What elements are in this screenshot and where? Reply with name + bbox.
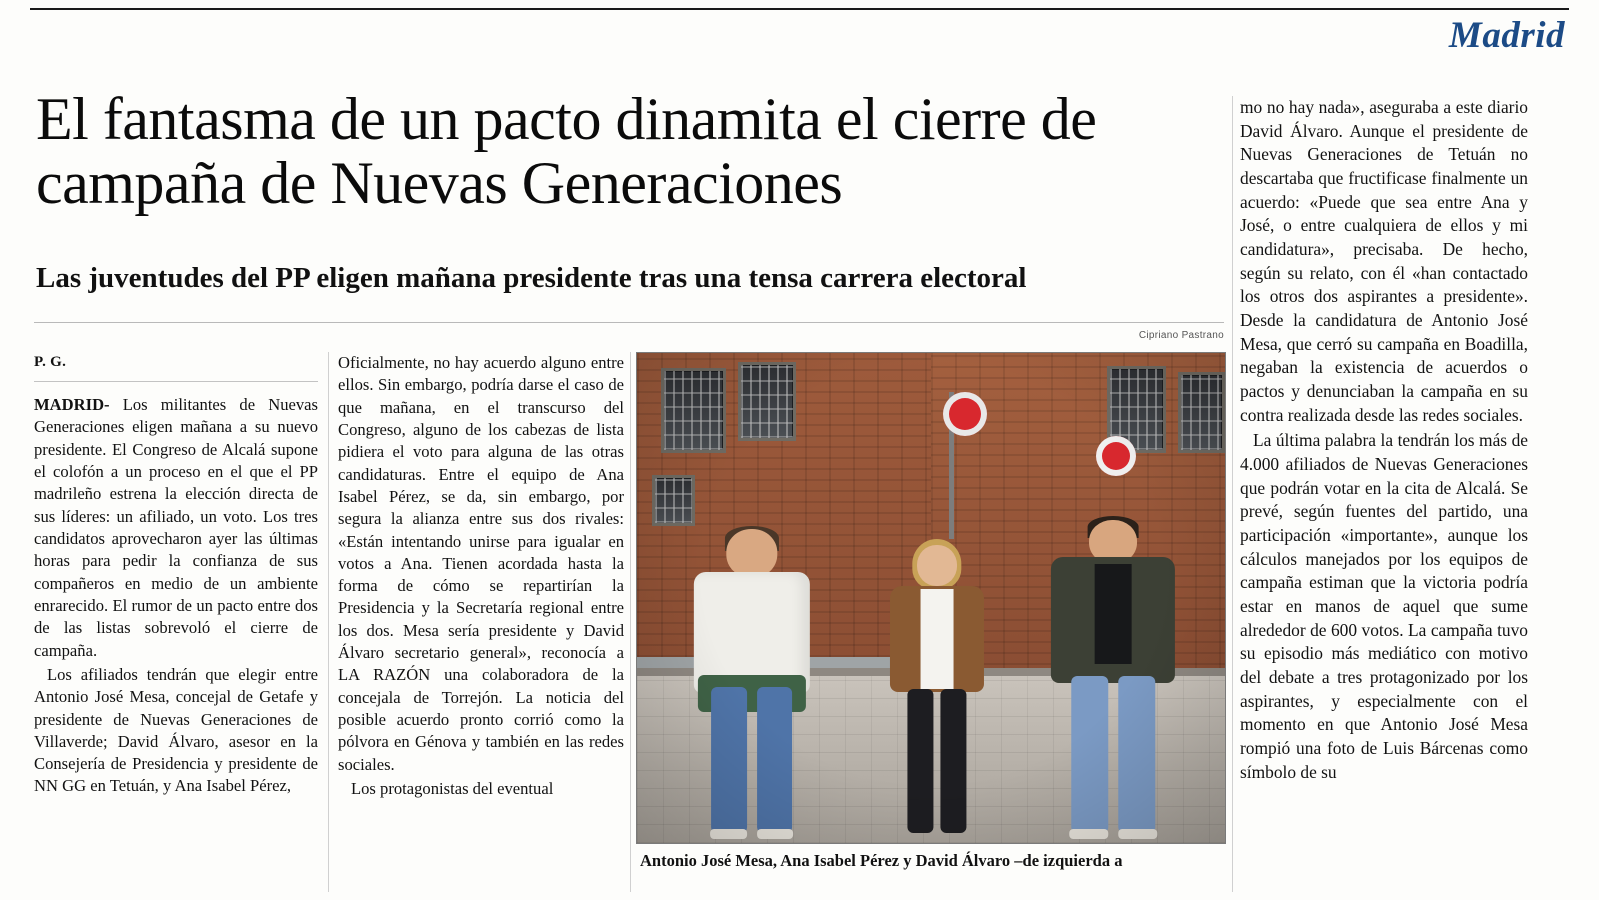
dateline: MADRID- [34, 395, 110, 415]
paragraph: Oficialmente, no hay acuerdo alguno entre ellos. Sin embargo, podría darse el caso de que mañana, en el transcurso del Congreso, alguno de los cabezas de lista pidiera el voto para alguna de las otras candidaturas. Entre el equipo de Ana Isabel Pérez, se da, sin embargo, por segura la alianza entre sus dos rivales: «Están intentando unirse para igualar en votos a Ana. Tienen acordada hasta la forma de cómo se repartirían la Presidencia y la Secretaría regional entre los dos. Mesa sería presidente y David Álvaro secretario general», reconocía a LA RAZÓN una colaboradora de la concejala de Torrejón. La noticia del posible acuerdo pronto corrió como la pólvora en Génova y también en las redes sociales. [338, 353, 624, 774]
article-subheadline: Las juventudes del PP eligen mañana presidente tras una tensa carrera electoral [36, 262, 1027, 294]
article-column-1 [34, 352, 318, 892]
photo-caption: Antonio José Mesa, Ana Isabel Pérez y David Álvaro –de izquierda a [640, 851, 1123, 870]
byline: P. G. [34, 354, 67, 370]
byline-divider [34, 381, 318, 382]
page-title: El fantasma de un pacto dinamita el cierre de campaña de Nuevas Generaciones [36, 86, 1097, 216]
paragraph [34, 394, 318, 662]
paragraph: mo no hay nada», aseguraba a este diario David Álvaro. Aunque el presidente de Nuevas Generaciones de Tetuán no descartaba que fructificase finalmente un acuerdo: «Puede que sea entre Ana y José, o entre cualquiera de ellos y mi candidatura», precisaba. De hecho, según su relato, con él «han contactado los otros dos aspirantes a presidente». Desde la candidatura de Antonio José Mesa, que cerró su campaña en Boadilla, negaban la existencia de acuerdos o pactos y denunciaban la campaña en su contra realizada desde las redes sociales. [1240, 97, 1528, 425]
article-column-4 [1240, 96, 1528, 896]
section-label: Madrid [1448, 15, 1565, 56]
photo-vignette [637, 353, 1225, 843]
photo-credit: Cipriano Pastrano [1138, 330, 1224, 341]
paragraph: La última palabra la tendrán los más de 4.000 afiliados de Nuevas Generaciones que podrán votar en la cita de Alcalá. Se prevé, según fuentes del partido, una participación «importante», aunque los cálculos manejados por los equipos de campaña estiman que la victoria podría estar en manos de aquel que sume alrededor de 600 votos. La campaña tuvo su episodio más mediático con motivo del debate a tres protagonizado por los aspirantes, y especialmente con el momento en que Antonio José Mesa rompió una foto de Luis Bárcenas como símbolo de su [1240, 430, 1528, 782]
subhead-divider [34, 322, 1224, 323]
photo-illustration [637, 353, 1225, 843]
paragraph: Los afiliados tendrán que elegir entre Antonio José Mesa, concejal de Getafe y presidente de Nuevas Generaciones de Villaverde; David Álvaro, asesor en la Consejería de Presidencia y presidente de NN GG en Tetuán, y Ana Isabel Pérez, [34, 664, 318, 796]
column-divider-3 [1232, 96, 1233, 892]
paragraph: Los protagonistas del eventual [351, 778, 554, 798]
article-column-2 [338, 352, 624, 892]
column-divider-2 [630, 352, 631, 892]
top-divider [30, 8, 1569, 10]
paragraph-text: Los militantes de Nuevas Generaciones eligen mañana a su nuevo presidente. El Congreso de Alcalá supone el colofón a un proceso en el que el PP madrileño estrena la elección directa de sus líderes: un afiliado, un voto. Los tres candidatos aprovecharon ayer las últimas horas para pedir la confianza de sus compañeros en medio de un ambiente enrarecido. El rumor de un pacto entre dos de las listas sobrevoló el cierre de campaña. [34, 395, 318, 660]
article-photo [636, 352, 1226, 844]
column-divider-1 [328, 352, 329, 892]
